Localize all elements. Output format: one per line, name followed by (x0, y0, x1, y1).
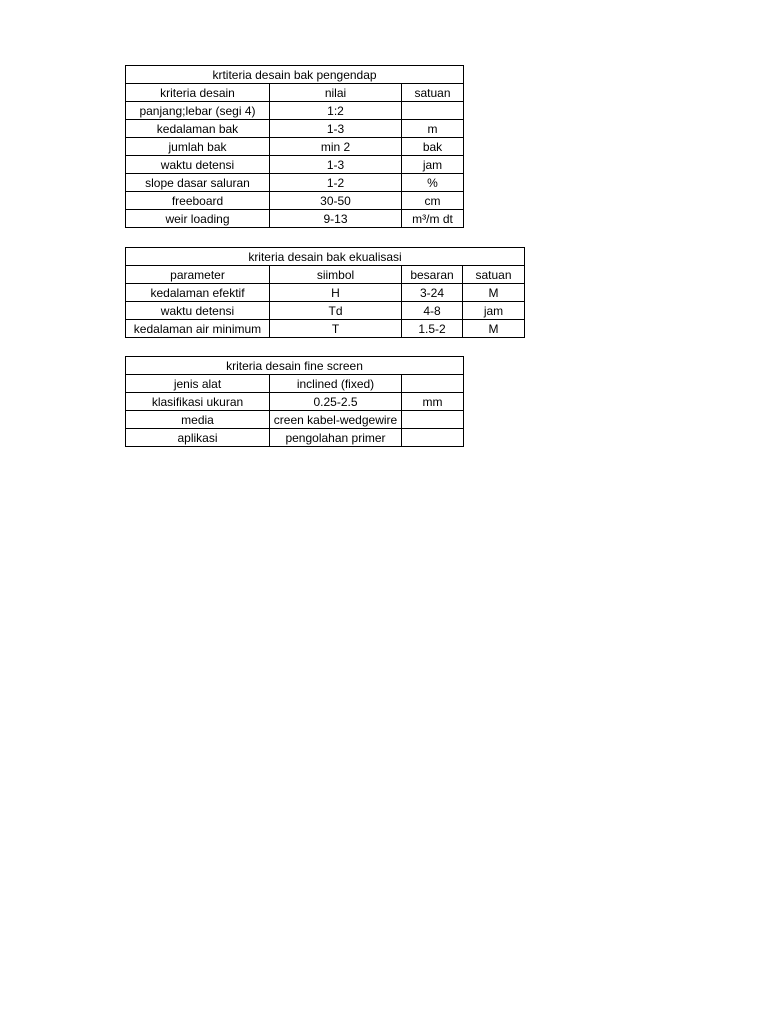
table-row (126, 302, 525, 320)
table-row (126, 120, 464, 138)
table-cell: jumlah bak (126, 138, 270, 156)
table-header-row (126, 266, 525, 284)
table-cell: media (126, 411, 270, 429)
table-cell: 1-2 (270, 174, 402, 192)
table-cell: kedalaman efektif (126, 284, 270, 302)
column-header: parameter (126, 266, 270, 284)
column-header: satuan (402, 84, 464, 102)
table-row (126, 210, 464, 228)
table-title: krtiteria desain bak pengendap (126, 66, 464, 84)
table-row (126, 284, 525, 302)
column-header: satuan (463, 266, 525, 284)
table-cell: klasifikasi ukuran (126, 393, 270, 411)
table-row (126, 156, 464, 174)
table-cell: min 2 (270, 138, 402, 156)
table-cell: 4-8 (402, 302, 463, 320)
table-cell: bak (402, 138, 464, 156)
table-cell: aplikasi (126, 429, 270, 447)
table-row (126, 192, 464, 210)
table-title: kriteria desain fine screen (126, 357, 464, 375)
table-cell: panjang;lebar (segi 4) (126, 102, 270, 120)
table-row (126, 138, 464, 156)
table-cell: mm (402, 393, 464, 411)
table-cell (402, 429, 464, 447)
table-cell: 9-13 (270, 210, 402, 228)
table-cell: inclined (fixed) (270, 375, 402, 393)
table-row (126, 375, 464, 393)
column-header: kriteria desain (126, 84, 270, 102)
table-cell: weir loading (126, 210, 270, 228)
table-cell: 0.25-2.5 (270, 393, 402, 411)
column-header: siimbol (270, 266, 402, 284)
table-fine-screen (125, 356, 464, 447)
table-cell: m (402, 120, 464, 138)
table-cell: cm (402, 192, 464, 210)
table-cell: pengolahan primer (270, 429, 402, 447)
table-cell: waktu detensi (126, 302, 270, 320)
table-bak-pengendap (125, 65, 464, 228)
table-cell: kedalaman bak (126, 120, 270, 138)
table-cell: H (270, 284, 402, 302)
table-cell (402, 375, 464, 393)
table-cell (402, 102, 464, 120)
table-cell: Td (270, 302, 402, 320)
table-cell (402, 411, 464, 429)
table-cell: slope dasar saluran (126, 174, 270, 192)
table-row (126, 174, 464, 192)
column-header: besaran (402, 266, 463, 284)
table-cell: M (463, 320, 525, 338)
table-cell: 1.5-2 (402, 320, 463, 338)
table-cell: 30-50 (270, 192, 402, 210)
table-row (126, 393, 464, 411)
table-header-row (126, 84, 464, 102)
table-cell: T (270, 320, 402, 338)
table-cell: jenis alat (126, 375, 270, 393)
table-cell: waktu detensi (126, 156, 270, 174)
table-cell: M (463, 284, 525, 302)
table-cell: jam (402, 156, 464, 174)
table-row (126, 411, 464, 429)
table-cell: jam (463, 302, 525, 320)
table-cell: 3-24 (402, 284, 463, 302)
table-title-row (126, 357, 464, 375)
table-row (126, 320, 525, 338)
table-cell: 1-3 (270, 120, 402, 138)
table-title-row (126, 248, 525, 266)
table-title: kriteria desain bak ekualisasi (126, 248, 525, 266)
table-title-row (126, 66, 464, 84)
table-cell: m³/m dt (402, 210, 464, 228)
column-header: nilai (270, 84, 402, 102)
table-row (126, 429, 464, 447)
table-row (126, 102, 464, 120)
table-cell: % (402, 174, 464, 192)
table-cell: kedalaman air minimum (126, 320, 270, 338)
table-cell: 1:2 (270, 102, 402, 120)
table-cell: freeboard (126, 192, 270, 210)
table-bak-ekualisasi (125, 247, 525, 338)
table-cell: 1-3 (270, 156, 402, 174)
table-cell: creen kabel-wedgewire (270, 411, 402, 429)
